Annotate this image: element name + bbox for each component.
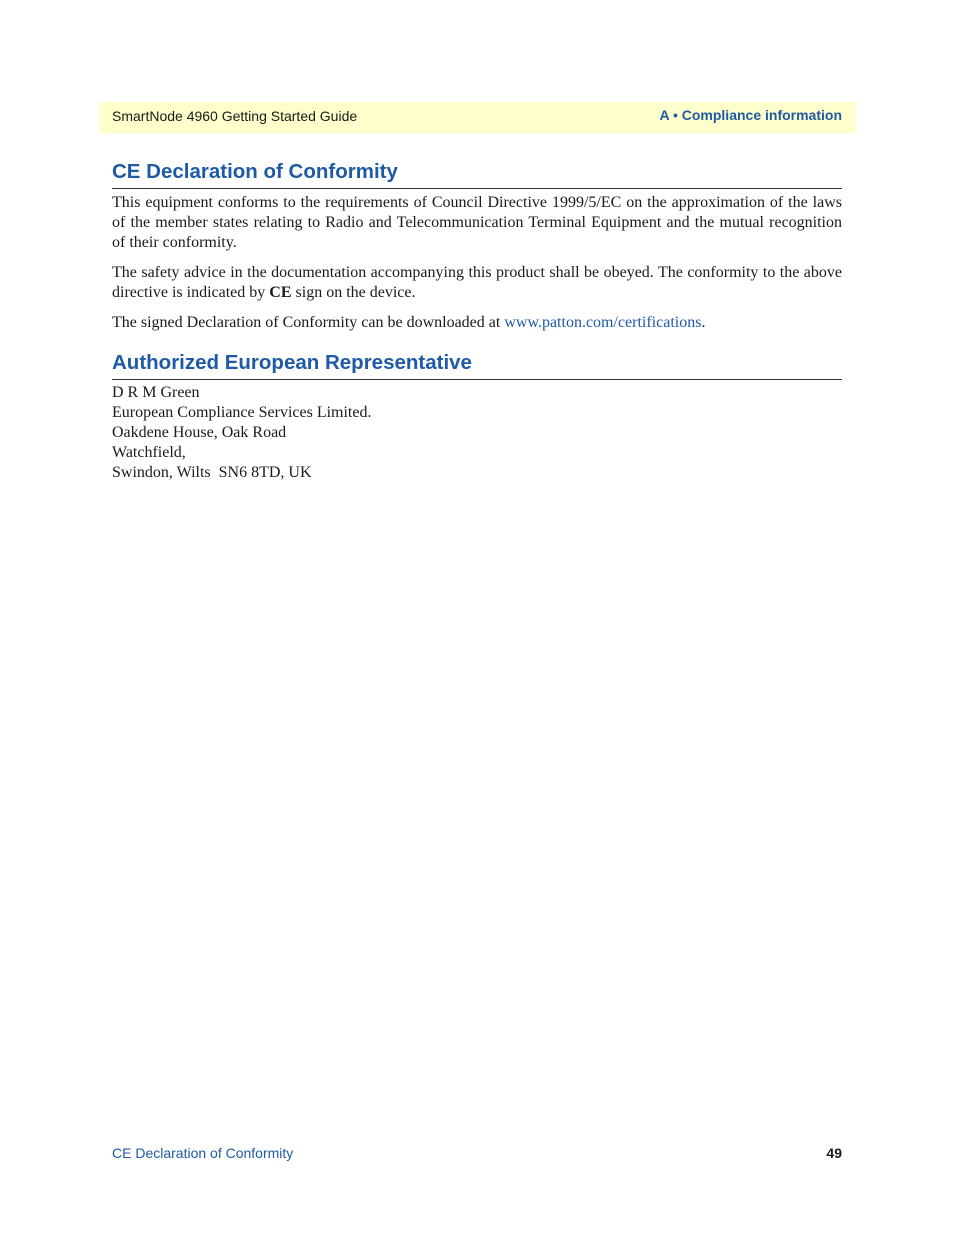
guide-title: SmartNode 4960 Getting Started Guide [112,108,358,124]
address-line: European Compliance Services Limited. [112,404,372,421]
ce-paragraph-3-end: . [701,314,706,331]
page-number: 49 [826,1145,842,1161]
ce-mark-text: CE [269,284,292,301]
ce-paragraph-3 [112,313,842,333]
running-header [99,102,856,133]
ce-paragraph-2-end: sign on the device. [291,284,416,301]
ce-paragraph-2-text: The safety advice in the documentation accompanying this product shall be obeyed. The conformity to the above directive is indicated by [112,264,842,301]
representative-heading: Authorized European Representative [112,351,842,380]
chapter-title: A • Compliance information [659,107,842,123]
address-line: Watchfield, [112,444,186,461]
address-line: D R M Green [112,384,200,401]
footer-section-name: CE Declaration of Conformity [112,1145,294,1161]
representative-address [112,383,842,483]
address-line: Oakdene House, Oak Road [112,424,287,441]
ce-declaration-section [112,160,842,333]
ce-paragraph-2 [112,263,842,303]
ce-paragraph-1: This equipment conforms to the requirements of Council Directive 1999/5/EC on the approximation of the laws of the member states relating to Radio and Telecommunication Terminal Equipment and the mutual recognition of their conformity. [112,194,842,251]
ce-declaration-heading: CE Declaration of Conformity [112,160,842,189]
representative-section [112,351,842,483]
page-content [112,160,842,483]
address-line: Swindon, Wilts SN6 8TD, UK [112,464,312,481]
certifications-link[interactable]: www.patton.com/certifications [504,314,702,331]
ce-paragraph-3-text: The signed Declaration of Conformity can be downloaded at [112,314,505,331]
